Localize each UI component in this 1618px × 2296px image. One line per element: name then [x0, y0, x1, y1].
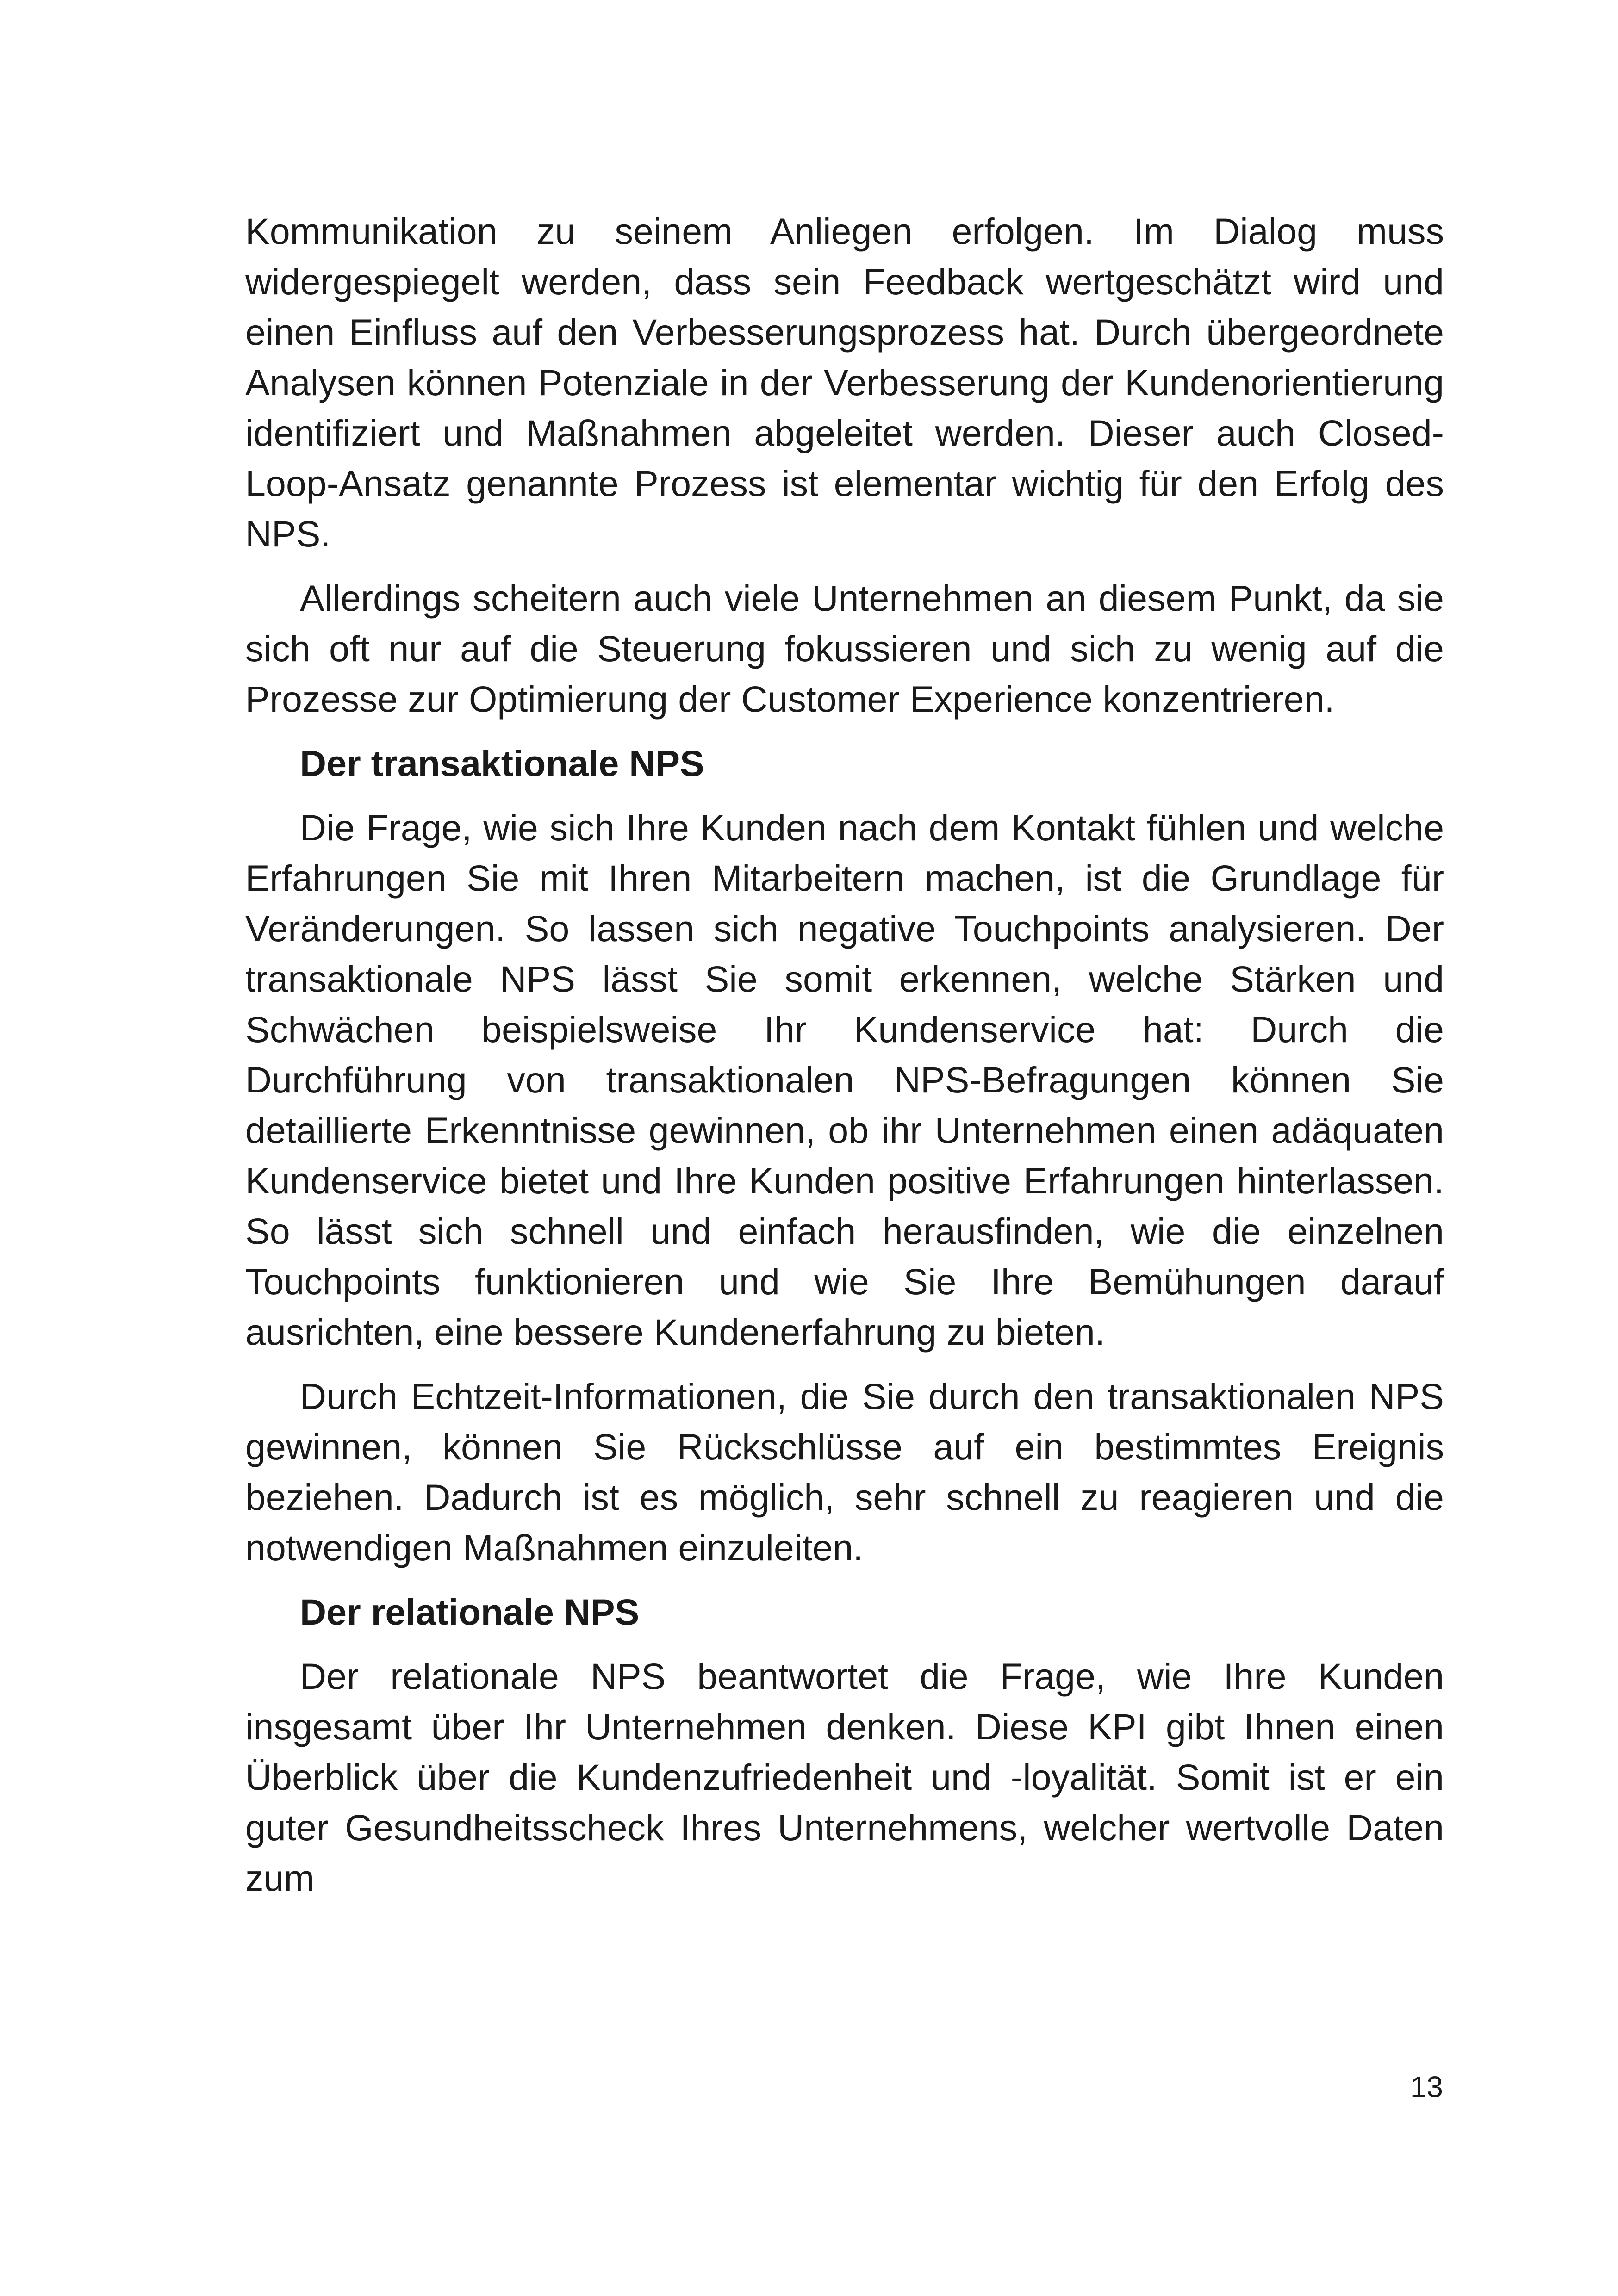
paragraph: Kommunikation zu seinem Anliegen erfolgen. Im Dialog muss widergespiegelt werden, dass sein Feedback wertgeschätzt wird und einen Einfluss auf den Verbesserungsprozess hat. Durch übergeordnete Analysen können Potenziale in der Verbesserung der Kundenorientierung identifiziert und Maßnahmen abgeleitet werden. Dieser auch Closed-Loop-Ansatz genannte Prozess ist elementar wichtig für den Erfolg des NPS. — [245, 211, 1444, 554]
section-heading: Der relationale NPS — [300, 1591, 640, 1632]
paragraph: Die Frage, wie sich Ihre Kunden nach dem Kontakt fühlen und welche Erfahrungen Sie mit Ihren Mitarbeitern machen, ist die Grundlage für Veränderungen. So lassen sich negative Touchpoints analysieren. Der transaktionale NPS lässt Sie somit erkennen, welche Stärken und Schwächen beispielsweise Ihr Kundenservice hat: Durch die Durchführung von transaktionalen NPS-Befragungen können Sie detaillierte Erkenntnisse gewinnen, ob ihr Unternehmen einen adäquaten Kundenservice bietet und Ihre Kunden positive Erfahrungen hinterlassen. So lässt sich schnell und einfach herausfinden, wie die einzelnen Touchpoints funktionieren und wie Sie Ihre Bemühungen darauf ausrichten, eine bessere Kundenerfahrung zu bieten. — [245, 807, 1444, 1353]
paragraph: Der relationale NPS beantwortet die Frage, wie Ihre Kunden insgesamt über Ihr Unternehmen denken. Diese KPI gibt Ihnen einen Überblick über die Kundenzufriedenheit und -loyalität. Somit ist er ein guter Gesundheitsscheck Ihres Unternehmens, welcher wertvolle Daten zum — [245, 1656, 1444, 1899]
section-heading: Der transaktionale NPS — [300, 743, 704, 784]
paragraph: Allerdings scheitern auch viele Unternehmen an diesem Punkt, da sie sich oft nur auf die Steuerung fokussieren und sich zu wenig auf die Prozesse zur Optimierung der Customer Experience konzentrieren. — [245, 577, 1444, 720]
page-number: 13 — [1410, 2070, 1443, 2104]
body-text — [245, 206, 1444, 1917]
paragraph: Durch Echtzeit-Informationen, die Sie durch den transaktionalen NPS gewinnen, können Sie Rückschlüsse auf ein bestimmtes Ereignis beziehen. Dadurch ist es möglich, sehr schnell zu reagieren und die notwendigen Maßnahmen einzuleiten. — [245, 1376, 1444, 1568]
